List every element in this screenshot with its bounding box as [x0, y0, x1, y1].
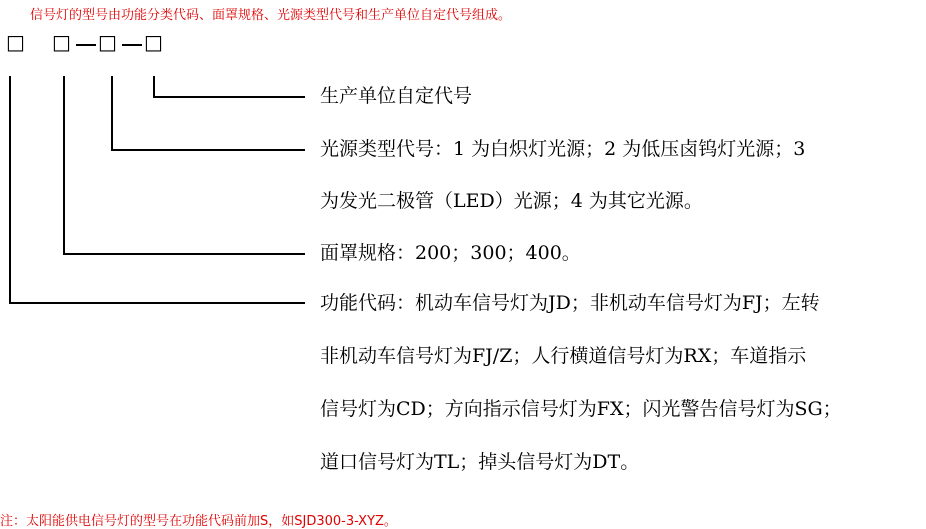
function-code-label-line4: 道口信号灯为TL；掉头信号灯为DT。	[320, 451, 640, 473]
light-source-label-line2: 为发光二极管（LED）光源；4 为其它光源。	[320, 190, 703, 212]
function-code-label-line1: 功能代码：机动车信号灯为JD；非机动车信号灯为FJ；左转	[320, 292, 820, 314]
light-source-connector	[112, 76, 305, 150]
footnote: 注：太阳能供电信号灯的型号在功能代码前加S，如SJD300-3-XYZ。	[0, 514, 397, 529]
function-code-box: □	[6, 30, 25, 54]
mask-connector	[64, 76, 305, 254]
manufacturer-code-box: □	[144, 30, 163, 54]
manufacturer-code-label: 生产单位自定代号	[320, 85, 473, 107]
function-code-label-line2: 非机动车信号灯为FJ/Z；人行横道信号灯为RX；车道指示	[320, 345, 807, 367]
manufacturer-connector	[154, 76, 305, 97]
intro-note: 信号灯的型号由功能分类代码、面罩规格、光源类型代号和生产单位自定代号组成。	[30, 8, 512, 23]
mask-spec-label: 面罩规格：200；300；400。	[320, 242, 581, 264]
light-source-label-line1: 光源类型代号：1 为白炽灯光源；2 为低压卤钨灯光源；3	[320, 138, 806, 160]
light-source-box: □	[98, 30, 117, 54]
mask-spec-box: □	[52, 30, 71, 54]
function-code-label-line3: 信号灯为CD；方向指示信号灯为FX；闪光警告信号灯为SG；	[320, 398, 842, 420]
function-connector	[10, 76, 305, 303]
